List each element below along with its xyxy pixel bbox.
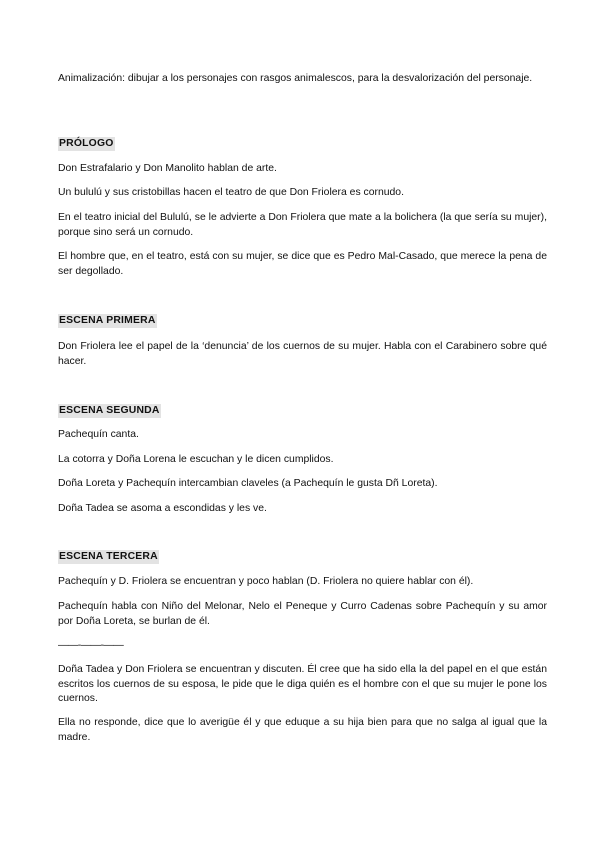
prologo-paragraph-1: Don Estrafalario y Don Manolito hablan de arte. <box>58 163 277 174</box>
heading-escena-tercera: ESCENA TERCERA <box>59 551 158 562</box>
escena-segunda-paragraph-2: La cotorra y Doña Lorena le escuchan y le dicen cumplidos. <box>58 454 334 465</box>
prologo-paragraph-3: En el teatro inicial del Bululú, se le advierte a Don Friolera que mate a la bolichera (la que sería su mujer), porque sino será un cornudo. <box>58 212 547 238</box>
escena-tercera-paragraph-2: Pachequín habla con Niño del Melonar, Nelo el Peneque y Curro Cadenas sobre Pachequín y su amor por Doña Loreta, se burlan de él. <box>58 601 547 627</box>
escena-segunda-paragraph-4: Doña Tadea se asoma a escondidas y les ve. <box>58 503 267 514</box>
escena-tercera-paragraph-1: Pachequín y D. Friolera se encuentran y poco hablan (D. Friolera no quiere hablar con él). <box>58 576 474 587</box>
escena-primera-paragraph-1: Don Friolera lee el papel de la ‘denuncia’ de los cuernos de su mujer. Habla con el Carabinero sobre qué hacer. <box>58 341 547 367</box>
section-divider: ——-——-—— <box>58 640 124 651</box>
heading-prologo: PRÓLOGO <box>59 138 114 149</box>
prologo-paragraph-4: El hombre que, en el teatro, está con su mujer, se dice que es Pedro Mal-Casado, que merece la pena de ser degollado. <box>58 251 547 277</box>
heading-escena-segunda: ESCENA SEGUNDA <box>59 405 160 416</box>
heading-escena-primera: ESCENA PRIMERA <box>59 315 156 326</box>
escena-tercera-paragraph-3: Doña Tadea y Don Friolera se encuentran y discuten. Él cree que ha sido ella la del papel en el que están escritos los cuernos de su esposa, le pide que le diga quién es el hombre con el que su mujer le pone los cuernos. <box>58 664 547 704</box>
escena-tercera-paragraph-4: Ella no responde, dice que lo averigüe él y que eduque a su hija bien para que no salga al igual que la madre. <box>58 717 547 743</box>
escena-segunda-paragraph-3: Doña Loreta y Pachequín intercambian claveles (a Pachequín le gusta Dñ Loreta). <box>58 478 438 489</box>
intro-paragraph: Animalización: dibujar a los personajes con rasgos animalescos, para la desvalorización del personaje. <box>58 73 533 84</box>
prologo-paragraph-2: Un bululú y sus cristobillas hacen el teatro de que Don Friolera es cornudo. <box>58 187 404 198</box>
escena-segunda-paragraph-1: Pachequín canta. <box>58 429 139 440</box>
